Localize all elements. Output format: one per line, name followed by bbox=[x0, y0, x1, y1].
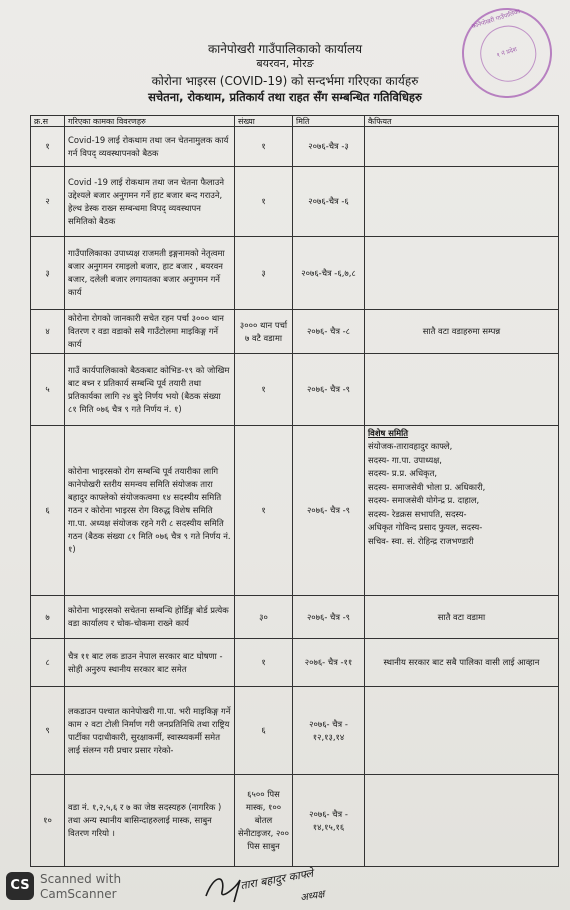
special-committee-title: विशेष समिति bbox=[368, 428, 409, 438]
header-count: संख्या bbox=[235, 116, 293, 127]
seal-top-text: कानेपोखरी गाउँपालिका bbox=[471, 8, 522, 31]
cell-description: Covid-19 लाई रोकथाम तथा जन चेतनामुलक कार्य गर्न विपद् व्यवस्थापनको बैठक bbox=[65, 127, 235, 167]
document-subtitle: सचेतना, रोकथाम, प्रतिकार्य तथा राहत सँग सम्बन्धित गतिविधिहरु bbox=[148, 90, 422, 104]
committee-member: संयोजक-तारावहादुर काफ्ले, bbox=[368, 441, 453, 451]
document-title: कोरोना भाइरस (COVID-19) को सन्दर्भमा गरिएका कार्यहरु bbox=[151, 74, 419, 88]
cell-count: ३००० थान पर्चा ७ वटै वडामा bbox=[235, 310, 293, 354]
cell-count: १ bbox=[235, 167, 293, 237]
committee-member: सचिव- स्वा. सं. रोहिन्द्र राजभण्डारी bbox=[368, 535, 474, 546]
cell-remark bbox=[365, 426, 559, 596]
cell-remark bbox=[365, 237, 559, 310]
table-row bbox=[31, 167, 559, 237]
cell-date: २०७६- चैत्र -९ bbox=[293, 354, 365, 426]
committee-member: सदस्य- समाजसेवी योगेन्द्र प्र. दाहाल, bbox=[368, 495, 480, 505]
cell-count: १ bbox=[235, 354, 293, 426]
cell-serial: ७ bbox=[31, 596, 65, 639]
cell-count: १ bbox=[235, 639, 293, 687]
cell-serial: १० bbox=[31, 775, 65, 867]
camscanner-watermark bbox=[40, 872, 121, 902]
table-row bbox=[31, 596, 559, 639]
cell-date: २०७६-चैत्र -६ bbox=[293, 167, 365, 237]
cell-remark: सातै वटा वडाहरुमा सम्पन्न bbox=[365, 310, 559, 354]
cell-remark bbox=[365, 775, 559, 867]
committee-member-list bbox=[368, 440, 555, 548]
cell-count: ३ bbox=[235, 237, 293, 310]
cell-remark bbox=[365, 687, 559, 775]
cell-description: कोरोना भाइरसको रोग सम्बन्धि पूर्व तयारीका लागि कानेपोखरी स्तरीय समन्वय समिति संयोजक तारा बहादुर काफ्लेको संयोजकत्वमा १४ सदस्यीय समिति गठन र कोरोना भाइरस रोग विरुद्ध विशेष समिति गा.पा. अध्यक्ष संयोजक रहने गरी ८ सदस्यीय समिति गठन (बैठक संख्या ८१ मिति ०७६ चैत्र ९ गते निर्णय नं. १) bbox=[65, 426, 235, 596]
cell-serial: ३ bbox=[31, 237, 65, 310]
cell-remark bbox=[365, 127, 559, 167]
cell-remark: सातै वटा वडामा bbox=[365, 596, 559, 639]
table-header-row bbox=[31, 116, 559, 127]
cell-description: चैत्र ११ बाट लक डाउन नेपाल सरकार बाट घोषणा - सोही अनुरुप स्थानीय सरकार बाट समेत bbox=[65, 639, 235, 687]
cell-date: २०७६- चैत्र -८ bbox=[293, 310, 365, 354]
cell-date: २०७६- चैत्र -९ bbox=[293, 596, 365, 639]
header-date: मिति bbox=[293, 116, 365, 127]
cell-count: ६ bbox=[235, 687, 293, 775]
table-row bbox=[31, 639, 559, 687]
header-serial: क्र.स bbox=[31, 116, 65, 127]
cell-date: २०७६- चैत्र - १२,१३,१४ bbox=[293, 687, 365, 775]
header-remark: कैफियत bbox=[365, 116, 559, 127]
office-address: बयरवन, मोरङ bbox=[256, 57, 314, 70]
signatory-name: तारा बहादुर काफ्ले bbox=[239, 866, 315, 893]
committee-member: अधिकृत गोविन्द प्रसाद फुयल, सदस्य- bbox=[368, 522, 483, 532]
cell-serial: ८ bbox=[31, 639, 65, 687]
cell-description: कोरोना भाइरसको सचेतना सम्बन्धि होर्डिङ्ग बोर्ड प्रत्येक वडा कार्यालय र चोक-चोकमा राख्ने कार्य bbox=[65, 596, 235, 639]
cell-serial: २ bbox=[31, 167, 65, 237]
cell-serial: ४ bbox=[31, 310, 65, 354]
cell-description: कोरोना रोगको जानकारी सचेत रहन पर्चा ३००० थान वितरण र वडा वडाको सबै गाउँटोलमा माइकिङ्ग गर्ने कार्य bbox=[65, 310, 235, 354]
committee-member: सदस्य- समाजसेवी भोला प्र. अधिकारी, bbox=[368, 481, 486, 492]
committee-member: सदस्य- रेडक्रस सभापति, सदस्य- bbox=[368, 508, 467, 519]
committee-member: सदस्य- प्र.प्र. अधिकृत, bbox=[368, 468, 438, 478]
cell-description: गाउँपालिकाका उपाध्यक्ष राजमती इङ्गनामको नेतृत्वमा बजार अनुगमन रमाइलो बजार, हाट बजार , बयरवन बजार, दलेली बजार लगायतका बजार अनुगमन गर्ने कार्य bbox=[65, 237, 235, 310]
seal-bottom-text: १ नं प्रदेश bbox=[495, 45, 518, 60]
cell-count: ३० bbox=[235, 596, 293, 639]
cell-date: २०७६- चैत्र -९ bbox=[293, 426, 365, 596]
cell-date: २०७६-चैत्र -३ bbox=[293, 127, 365, 167]
cell-remark bbox=[365, 167, 559, 237]
watermark-line2: CamScanner bbox=[40, 887, 117, 901]
cell-description: लकडाउन पश्चात कानेपोखरी गा.पा. भरी माइकिङ्ग गर्ने काम २ वटा टोली निर्माण गरी जनप्रतिनिधि तथा राष्ट्रिय पार्टीका पदाधीकारी, सुरक्षाकर्मी, स्वास्थ्यकर्मी समेत लाई संलग्न गरी प्रचार प्रसार गरेको- bbox=[65, 687, 235, 775]
table-row bbox=[31, 775, 559, 867]
office-name: कानेपोखरी गाउँपालिकाको कार्यालय bbox=[207, 42, 363, 56]
signatory-title: अध्यक्ष bbox=[299, 888, 326, 905]
cell-serial: १ bbox=[31, 127, 65, 167]
table-row bbox=[31, 354, 559, 426]
header-description: गरिएका कामका विवरणहरु bbox=[65, 116, 235, 127]
camscanner-logo: CS bbox=[6, 872, 34, 900]
table-row bbox=[31, 687, 559, 775]
cell-description: वडा नं. १,२,५,६ र ७ का जेष्ठ सदस्यहरु (नागरिक ) तथा अन्य स्थानीय बासिन्दाहरुलाई मास्क, साबुन वितरण गरियो । bbox=[65, 775, 235, 867]
table-row bbox=[31, 426, 559, 596]
watermark-line1: Scanned with bbox=[40, 872, 122, 886]
cell-description: Covid -19 लाई रोकथाम तथा जन चेतना फैलाउने उद्देश्यले बजार अनुगमन गर्ने हाट बजार बन्द गराउने, हेल्थ डेस्क राख्न सम्बन्धमा विपद् व्यवस्थापन समितिको बैठक bbox=[65, 167, 235, 237]
cell-serial: ६ bbox=[31, 426, 65, 596]
activities-table bbox=[30, 115, 559, 867]
table-row bbox=[31, 310, 559, 354]
cell-count: १ bbox=[235, 426, 293, 596]
cell-count: १ bbox=[235, 127, 293, 167]
cell-remark bbox=[365, 354, 559, 426]
table-row bbox=[31, 127, 559, 167]
cell-date: २०७६-चैत्र -६,७,८ bbox=[293, 237, 365, 310]
cell-description: गाउँ कार्यपालिकाको बैठकबाट कोभिड-१९ को जोखिम बाट बच्न र प्रतिकार्य सम्बन्धि पूर्व तयारी तथा प्रतिकार्यका लागि २४ बुदे निर्णय भयो (बैठक संख्या ८१ मिति ०७६ चैत्र ९ गते निर्णय नं. १) bbox=[65, 354, 235, 426]
cell-count: ६५०० पिस मास्क, १०० बोतल सेनीटाइजर, २०० पिस साबुन bbox=[235, 775, 293, 867]
cell-remark: स्थानीय सरकार बाट सबै पालिका वासी लाई आव्हान bbox=[365, 639, 559, 687]
table-row bbox=[31, 237, 559, 310]
committee-member: सदस्य- गा.पा. उपाध्यक्ष, bbox=[368, 454, 442, 465]
cell-serial: ९ bbox=[31, 687, 65, 775]
cell-serial: ५ bbox=[31, 354, 65, 426]
cell-date: २०७६- चैत्र -११ bbox=[293, 639, 365, 687]
cell-date: २०७६- चैत्र - १४,१५,१६ bbox=[293, 775, 365, 867]
